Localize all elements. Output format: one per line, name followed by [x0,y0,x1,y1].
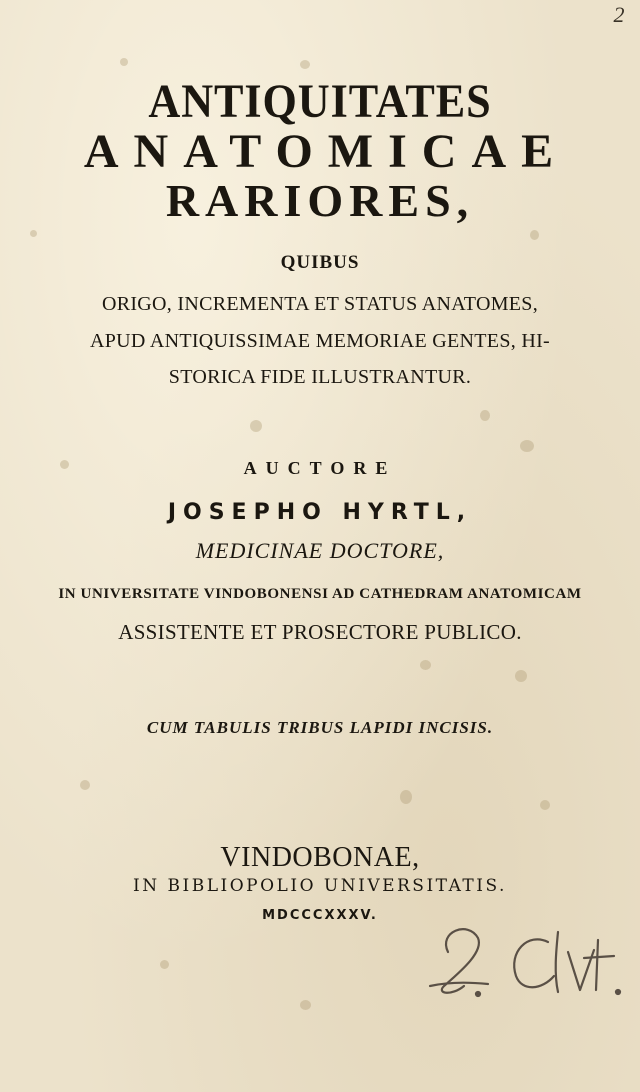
foxing-spot [80,780,90,790]
description-line-1: ORIGO, INCREMENTA ET STATUS ANATOMES, [101,293,539,315]
foxing-spot [120,58,128,66]
foxing-spot [530,230,539,240]
imprint-publisher: IN BIBLIOPOLIO UNIVERSITATIS. [133,876,507,896]
foxing-spot [300,60,310,69]
plates-note: CUM TABULIS TRIBUS LAPIDI INCISIS. [146,718,494,737]
foxing-spot [160,960,169,969]
author-name: JOSEPHO HYRTL, [167,500,473,525]
foxing-spot [250,420,262,432]
auctore-label: AUCTORE [243,458,397,478]
foxing-spot [300,1000,311,1010]
description-line-2: APUD ANTIQUISSIMAE MEMORIAE GENTES, HI- [89,330,551,352]
handwritten-signature [408,912,628,1012]
title-line-2: ANATOMICAE [83,125,569,178]
author-degree: MEDICINAE DOCTORE, [195,538,445,563]
quibus-label: QUIBUS [280,252,360,273]
author-position-line-2: ASSISTENTE ET PROSECTORE PUBLICO. [118,620,522,644]
title-line-1: ANTIQUITATES [148,75,492,128]
foxing-spot [520,440,534,452]
foxing-spot [400,790,412,804]
foxing-spot [540,800,550,810]
foxing-spot [420,660,431,670]
foxing-spot [30,230,37,237]
page-number: 2 [613,2,625,27]
imprint-city: VINDOBONAE, [220,842,420,873]
foxing-spot [515,670,527,682]
imprint-year: MDCCCXXXV. [262,908,378,923]
description-line-3: STORICA FIDE ILLUSTRANTUR. [168,366,472,388]
title-line-3: RARIORES, [165,175,475,226]
author-position-line-1: IN UNIVERSITATE VINDOBONENSI AD CATHEDRAM ANATOMICAM [58,586,582,602]
foxing-spot [480,410,490,421]
